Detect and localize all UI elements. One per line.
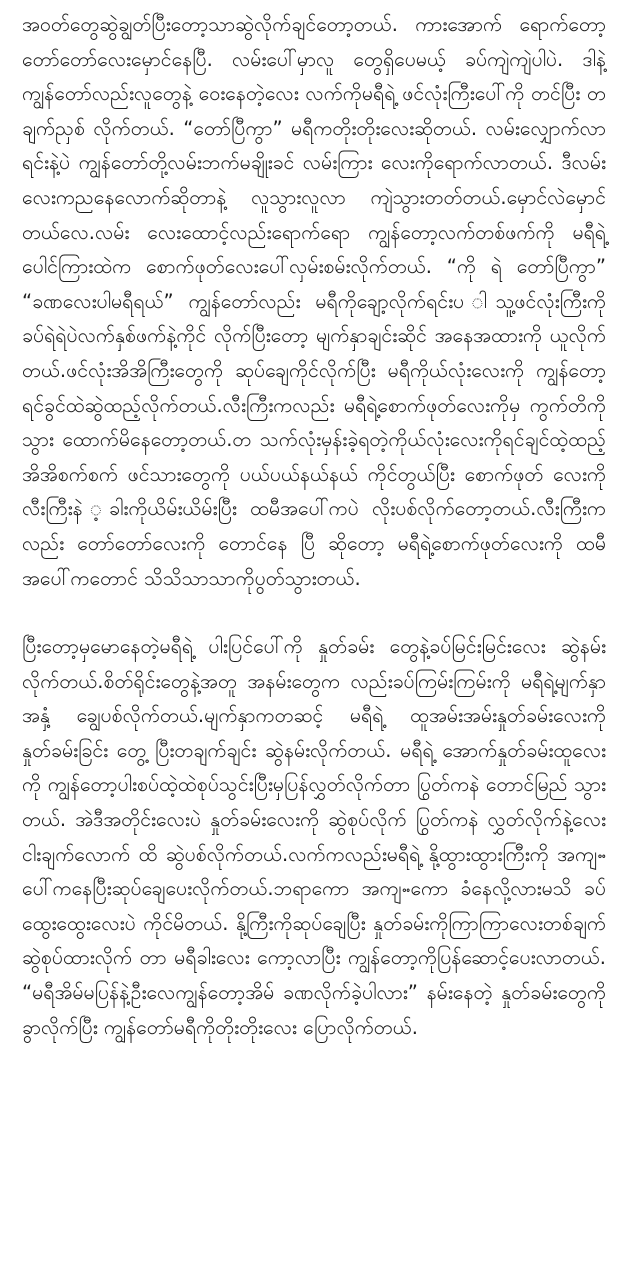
paragraph-1: အဝတ်တွေဆွဲချွတ်ပြီးတော့သာဆွဲလိုက်ချင်တော့တယ်. ကားအောက် ရောက်တော့ တော်တော်လေးမှောင်နေပြီ. လမ်းပေါ်မှာလူ တွေရှိပေမယ့် ခပ်ကျဲကျဲပါပဲ. ဒါနဲ့ ကျွန်တော်လည်းလူတွေနဲ့ ဝေးနေတဲ့လေး လက်ကိုမရီရဲ့ ဖင်လုံးကြီးပေါ်ကို တင်ပြီး တချက်ညှစ် လိုက်တယ်. “တော်ပြီကွာ” မရီကတိုးတိုးလေးဆိုတယ်. လမ်းလျှောက်လာရင်းနဲ့ပဲ ကျွန်တော်တို့လမ်းဘက်မချိုးခင် လမ်းကြား လေးကိုရောက်လာတယ်. ဒီလမ်းလေးကညနေလောက်ဆိုတာနဲ့ လူသွားလူလာ ကျဲသွားတတ်တယ်.မှောင်လဲမှောင်တယ်လေ.လမ်း လေးထောင့်လည်းရောက်ရော ကျွန်တော့လက်တစ်ဖက်ကို မရီရဲ့ ပေါင်ကြားထဲက စောက်ဖုတ်လေးပေါ်လှမ်းစမ်းလိုက်တယ်. “ကို ရဲ တော်ပြီကွာ” “ခဏလေးပါမရီရယ်” ကျွန်တော်လည်း မရီကိုချော့လိုက်ရင်းပ ါသူ့ဖင်လုံးကြီးကို ခပ်ရဲရဲပဲလက်နှစ်ဖက်နဲ့ကိုင် လိုက်ပြီးတော့ မျက်နှာချင်းဆိုင် အနေအထားကို ယူလိုက်တယ်.ဖင်လုံးအိအိကြီးတွေကို ဆုပ်ချေကိုင်လိုက်ပြီး မရီကိုယ်လုံးလေးကို ကျွန်တော့ရင်ခွင်ထဲဆွဲထည့်လိုက်တယ်.လီးကြီးကလည်း မရီရဲ့စောက်ဖုတ်လေးကိုမှ ကွက်တိကိုသွား ထောက်မိနေတော့တယ်.တ သက်လုံးမှန်းခဲ့ရတဲ့ကိုယ်လုံးလေးကိုရင်ချင်ထဲ့ထည့် အိအိစက်စက် ဖင်သားတွေကို ပယ်ပယ်နယ်နယ် ကိုင်တွယ်ပြီး စောက်ဖုတ် လေးကိုလီးကြီးနဲ ့ခါးကိုယိမ်းယိမ်းပြီး ထမီအပေါ်ကပဲ လိုးပစ်လိုက်တော့တယ်.လီးကြီးကလည်း တော်တော်လေးကို တောင်နေ ပြီ ဆိုတော့ မရီရဲ့စောက်ဖုတ်လေးကို ထမီအပေါ်ကတောင် သိသိသာသာကိုပွတ်သွားတယ်. xyxy=(22,13,606,590)
paragraph-2: ပြီးတော့မှမောနေတဲ့မရီရဲ့ ပါးပြင်ပေါ်ကို နှုတ်ခမ်း တွေနဲ့ခပ်မြင်းမြင်းလေး ဆွဲနမ်းလိုက်တယ်.စိတ်ရိုင်းတွေနဲ့အတူ အနမ်းတွေက လည်းခပ်ကြမ်းကြမ်းကို မရီရဲ့မျက်နှာအနှံ့ ချွေပစ်လိုက်တယ်.မျက်နှာကတဆင့် မရီရဲ့ ထူအမ်းအမ်းနှုတ်ခမ်းလေးကို နှုတ်ခမ်းခြင်း တွေ့ ပြီးတချက်ချင်း ဆွဲနမ်းလိုက်တယ်. မရီရဲ့ အောက်နှုတ်ခမ်းထူလေးကို ကျွန်တော့ပါးစပ်ထဲ့ထဲစုပ်သွင်းပြီးမှပြန်လွှတ်လိုက်တာ ပြွတ်ကနဲ တောင်မြည် သွားတယ်. အဲဒီအတိုင်းလေးပဲ နှုတ်ခမ်းလေးကို ဆွဲစုပ်လိုက် ပြွတ်ကနဲ လွှတ်လိုက်နဲ့လေးငါးချက်လောက် ထိ ဆွဲပစ်လိုက်တယ်.လက်ကလည်းမရီရဲ့ နို့ထွားထွားကြီးကို အကျႌပေါ်ကနေပြီးဆုပ်ချေပေးလိုက်တယ်.ဘရာကော အကျႌကော ခံနေလို့လားမသိ ခပ်ထွေးထွေးလေးပဲ ကိုင်မိတယ်. နို့ကြီးကိုဆုပ်ချေပြီး နှုတ်ခမ်းကိုကြာကြာလေးတစ်ချက်ဆွဲစုပ်ထားလိုက် တာ မရီခါးလေး ကော့လာပြီး ကျွန်တော့ကိုပြန်ဆောင့်ပေးလာတယ်. “မရီအိမ်မပြန်နဲ့ဦးလေကျွန်တော့အိမ် ခဏလိုက်ခဲ့ပါလား” နမ်းနေတဲ့ နှုတ်ခမ်းတွေကို ခွာလိုက်ပြီး ကျွန်တော်မရီကိုတိုးတိုးလေး ပြောလိုက်တယ်. xyxy=(22,635,606,1039)
